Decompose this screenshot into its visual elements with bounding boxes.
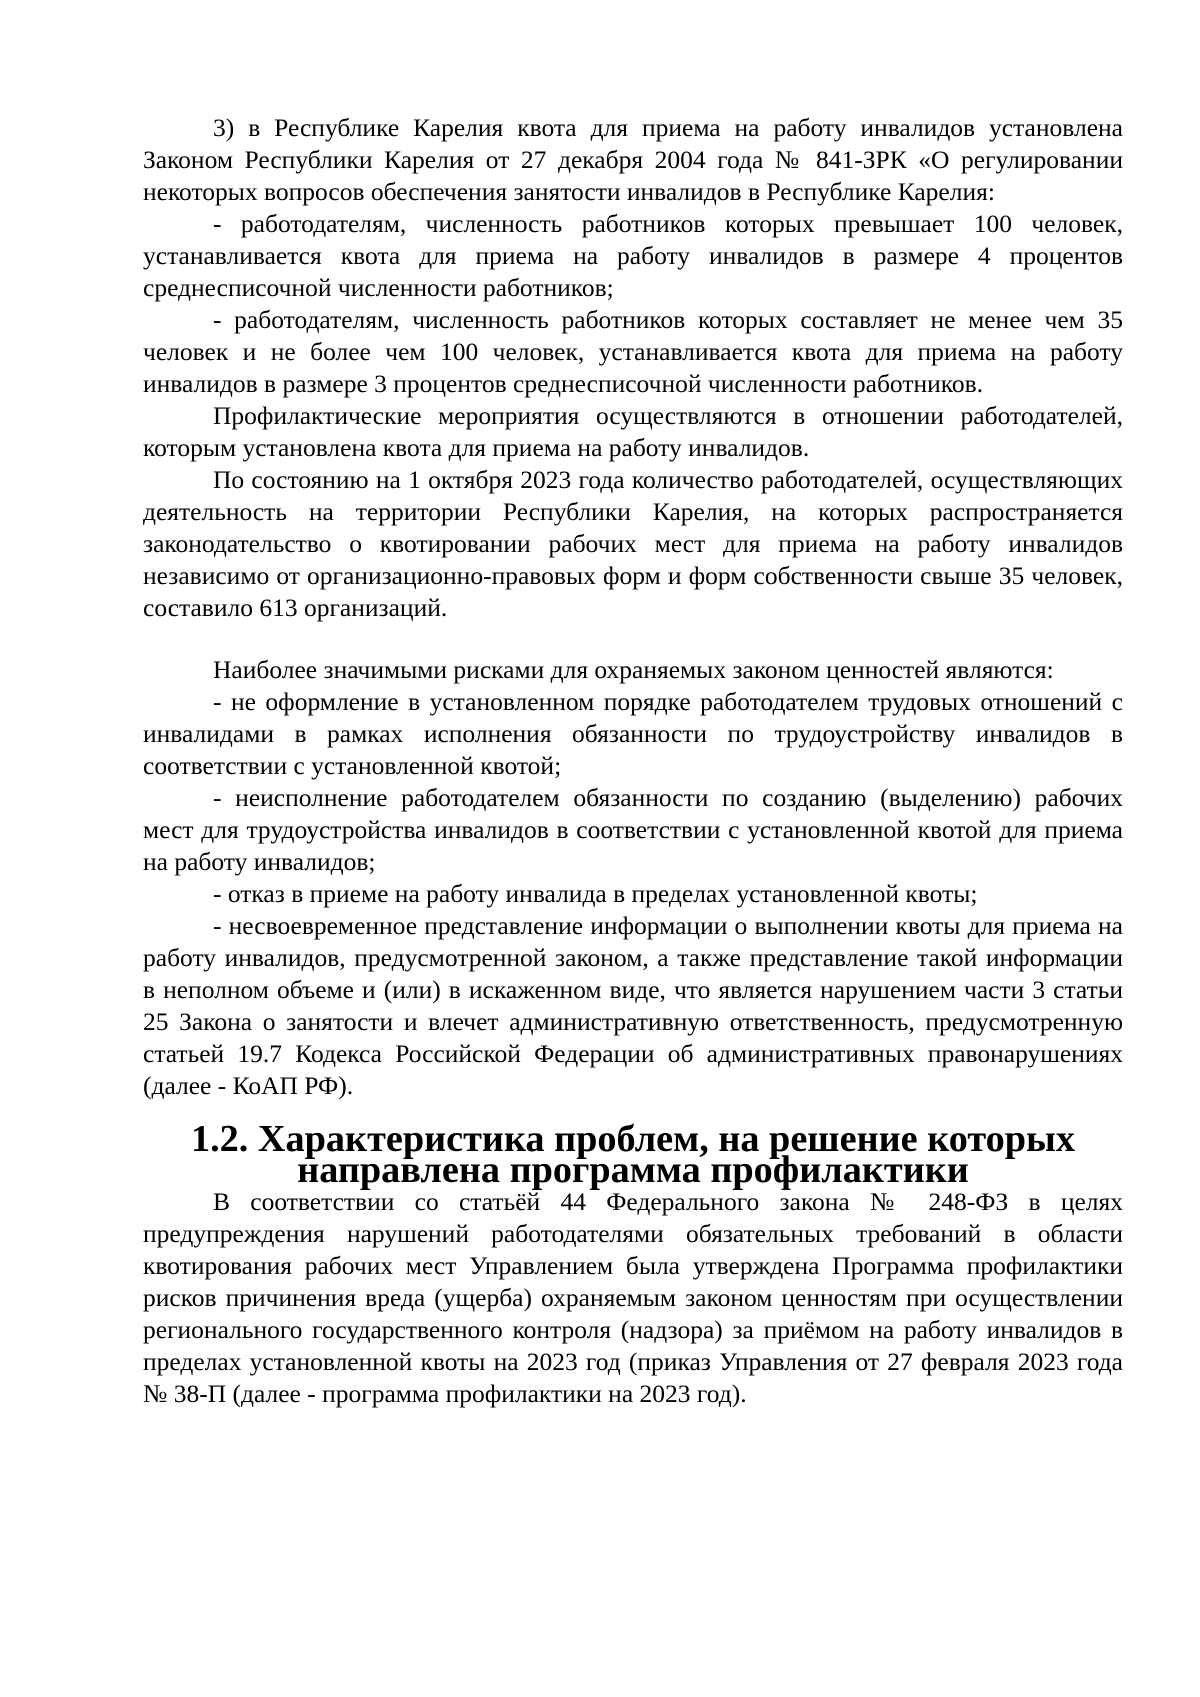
document-page <box>143 112 1123 1410</box>
list-item-quota-35-to-100: - работодателям, численность работников которых составляет не менее чем 35 человек и не более чем 100 человек, устанавливается квота для приема на работу инвалидов в размере 3 процентов среднесписочной численности работников. <box>143 305 1123 398</box>
list-item-quota-over-100: - работодателям, численность работников которых превышает 100 человек, устанавливается квота для приема на работу инвалидов в размере 4 процентов среднесписочной численности работников; <box>143 209 1123 302</box>
list-item-risk-4: - несвоевременное представление информации о выполнении квоты для приема на работу инвалидов, предусмотренной законом, а также представление такой информации в неполном объеме и (или) в искаженном виде, что является нарушением части 3 статьи 25 Закона о занятости и влечет административную ответственность, предусмотренную статьей 19.7 Кодекса Российской Федерации об административных правонарушениях (далее - КоАП РФ). <box>143 911 1123 1100</box>
list-item-risk-3: - отказ в приеме на работу инвалида в пределах установленной квоты; <box>213 879 978 908</box>
section-heading: 1.2. Характеристика проблем, на решение которых направлена программа профилактики <box>190 1118 1076 1191</box>
list-item-risk-2: - неисполнение работодателем обязанности по созданию (выделению) рабочих мест для трудоустройства инвалидов в соответствии с установленной квотой для приема на работу инвалидов; <box>143 783 1123 876</box>
paragraph-quota-law: 3) в Республике Карелия квота для приема на работу инвалидов установлена Законом Республики Карелия от 27 декабря 2004 года № 841-ЗРК «О регулировании некоторых вопросов обеспечения занятости инвалидов в Республике Карелия: <box>143 113 1123 206</box>
paragraph-prevention-program: В соответствии со статьёй 44 Федерального закона № 248-ФЗ в целях предупреждения нарушений работодателями обязательных требований в области квотирования рабочих мест Управлением была утверждена Программа профилактики рисков причинения вреда (ущерба) охраняемым законом ценностям при осуществлении регионального государственного контроля (надзора) за приёмом на работу инвалидов в пределах установленной квоты на 2023 год (приказ Управления от 27 февраля 2023 года № 38-П (далее - программа профилактики на 2023 год). <box>143 1187 1123 1408</box>
list-item-risk-1: - не оформление в установленном порядке работодателем трудовых отношений с инвалидами в рамках исполнения обязанности по трудоустройству инвалидов в соответствии с установленной квотой; <box>143 687 1123 780</box>
paragraph-risks-intro: Наиболее значимыми рисками для охраняемых законом ценностей являются: <box>213 655 1054 684</box>
paragraph-preventive-measures: Профилактические мероприятия осуществляются в отношении работодателей, которым установлена квота для приема на работу инвалидов. <box>143 401 1123 462</box>
paragraph-employer-count: По состоянию на 1 октября 2023 года количество работодателей, осуществляющих деятельность на территории Республики Карелия, на которых распространяется законодательство о квотировании рабочих мест для приема на работу инвалидов независимо от организационно-правовых форм и форм собственности свыше 35 человек, составило 613 организаций. <box>143 465 1123 622</box>
paragraph-spacer <box>143 624 1123 654</box>
